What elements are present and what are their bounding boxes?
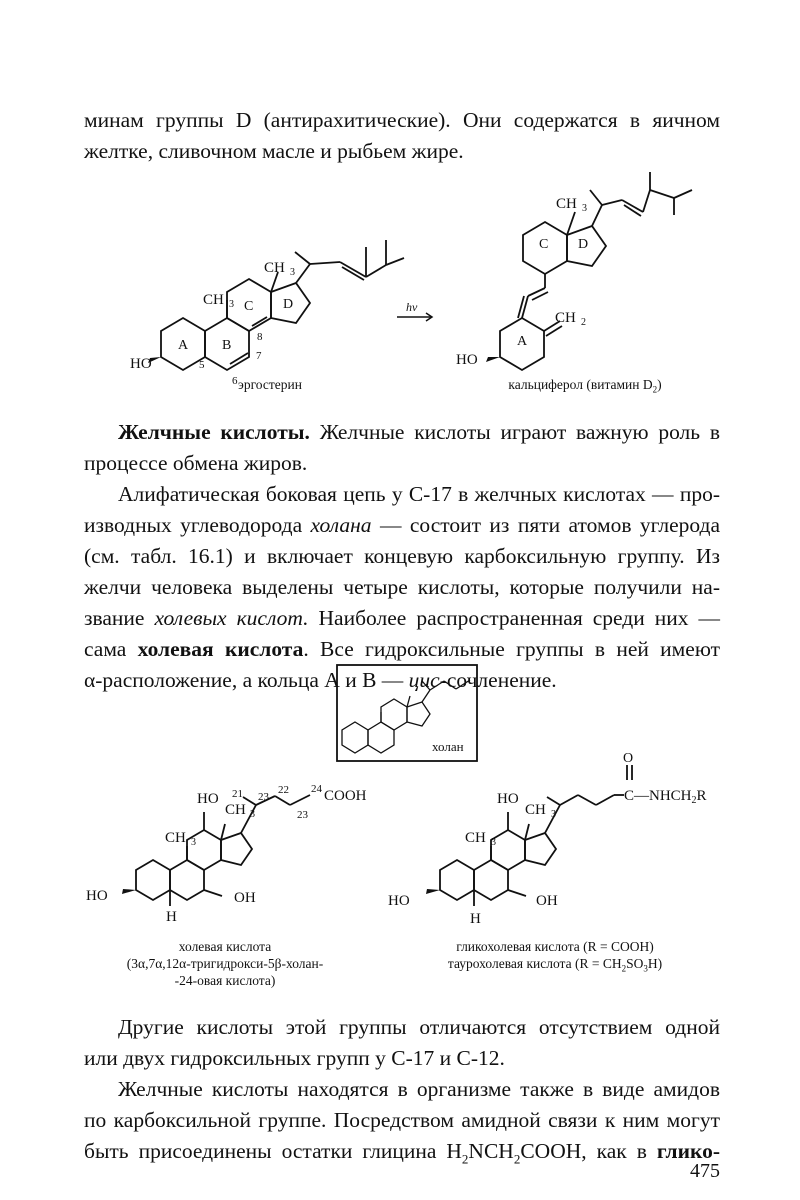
glyco-oh-right: OH <box>536 893 558 909</box>
closing-line: по карбоксильной группе. Посредством амидной связи к ним могут <box>84 1108 720 1132</box>
closing-line: быть присоединены остатки глицина $H_2NCH_2COOH$, как в глико- <box>84 1139 720 1167</box>
calciferol-structure <box>500 172 692 370</box>
ring-label-a: A <box>517 334 528 349</box>
section-line: желчи человека выделены четыре кислоты, которые получили на- <box>84 575 720 599</box>
glyco-ch3-a: CH <box>465 830 486 846</box>
section-line: Алифатическая боковая цепь у С-17 в желчных кислотах — про- <box>118 482 720 506</box>
section-line: (см. табл. 16.1) и включает концевую карбоксильную группу. Из <box>84 544 720 568</box>
cholic-oh-right: OH <box>234 890 256 906</box>
atom-number: 24 <box>311 783 322 795</box>
glyco-ho-left: HO <box>388 893 410 909</box>
ergosterol-ch3-a: CH <box>203 292 224 308</box>
atom-number: 8 <box>257 331 263 343</box>
atom-number: 23 <box>297 809 308 821</box>
cholic-acid-structure <box>136 795 310 906</box>
cholic-h: H <box>166 909 177 925</box>
ring-label-c: C <box>244 299 254 314</box>
reaction-arrow <box>397 313 432 321</box>
subscript: 3 <box>191 837 196 848</box>
glyco-ho-top: HO <box>497 791 519 807</box>
subscript: 3 <box>551 809 556 820</box>
section-line: изводных углеводорода холана — состоит из пяти атомов углерода <box>84 513 720 537</box>
ho-hash <box>486 357 500 362</box>
section-line: α-расположение, а кольца А и В — цис-сочленение. <box>84 668 557 692</box>
ring-label-c: C <box>539 237 549 252</box>
closing-paragraphs <box>84 1012 720 1174</box>
subscript: 3 <box>290 267 295 278</box>
intro-line: желтке, сливочном масле и рыбьем жире. <box>84 139 464 163</box>
closing-line: Другие кислоты этой группы отличаются отсутствием одной <box>118 1015 720 1039</box>
cholic-ho-top: HO <box>197 791 219 807</box>
intro-line: минам группы D (антирахитические). Они содержатся в яичном <box>84 108 720 132</box>
atom-number: 22 <box>278 784 289 796</box>
closing-line: Желчные кислоты находятся в организме также в виде амидов <box>118 1077 720 1101</box>
ring-label-b: B <box>222 338 232 353</box>
atom-number: 6 <box>232 375 238 387</box>
section-line: процессе обмена жиров. <box>84 451 308 475</box>
section-line: звание холевых кислот. Наиболее распространенная среди них — <box>84 606 721 630</box>
bile-acids-section <box>84 417 720 696</box>
cholic-cooh: COOH <box>324 788 367 804</box>
subscript: 2 <box>581 317 586 328</box>
ergosterol-caption: эргостерин <box>238 377 302 392</box>
glyco-caption: гликохолевая кислота (R = COOH) таурохолевая кислота $(R = CH_2SO_3H)$ <box>447 939 663 974</box>
atom-number: 7 <box>256 350 262 362</box>
atom-number: 23 <box>258 791 269 803</box>
glyco-ch3-b: CH <box>525 802 546 818</box>
cholic-ho-left: HO <box>86 888 108 904</box>
calciferol-ch3: CH <box>556 196 577 212</box>
cholic-caption: холевая кислота (3α,7α,12α-тригидрокси-5β-холан- -24-овая кислота) <box>126 939 324 988</box>
glyco-amide: $C—NHCH_2R$ <box>624 788 707 806</box>
ergosterol-ho: HO <box>130 356 152 372</box>
arrow-label: hv <box>406 300 418 314</box>
ho-hash <box>426 889 440 894</box>
ring-label-a: A <box>178 338 189 353</box>
atom-number: 21 <box>232 788 243 800</box>
atom-number: 5 <box>199 359 205 371</box>
subscript: 3 <box>582 203 587 214</box>
subscript: 3 <box>491 837 496 848</box>
cholic-ch3-a: CH <box>165 830 186 846</box>
cholane-label: холан <box>432 739 464 754</box>
closing-line: или двух гидроксильных групп у С-17 и С-12. <box>84 1046 505 1070</box>
ho-hash <box>122 889 136 894</box>
glyco-o: O <box>623 751 634 766</box>
cholic-ch3-b: CH <box>225 802 246 818</box>
section-line: Желчные кислоты. Желчные кислоты играют важную роль в <box>118 420 720 444</box>
section-line: сама холевая кислота. Все гидроксильные группы в ней имеют <box>84 637 720 661</box>
subscript: 3 <box>250 809 255 820</box>
page-number: 475 <box>690 1160 720 1182</box>
calciferol-ch2: CH <box>555 310 576 326</box>
ring-label-d: D <box>578 237 589 252</box>
calciferol-ho: HO <box>456 352 478 368</box>
calciferol-caption: кальциферол (витамин $D_2$) <box>508 377 662 395</box>
ring-label-d: D <box>283 297 294 312</box>
glyco-h: H <box>470 911 481 927</box>
subscript: 3 <box>229 299 234 310</box>
section-heading: Желчные кислоты. <box>118 420 310 444</box>
ergosterol-ch3-b: CH <box>264 260 285 276</box>
